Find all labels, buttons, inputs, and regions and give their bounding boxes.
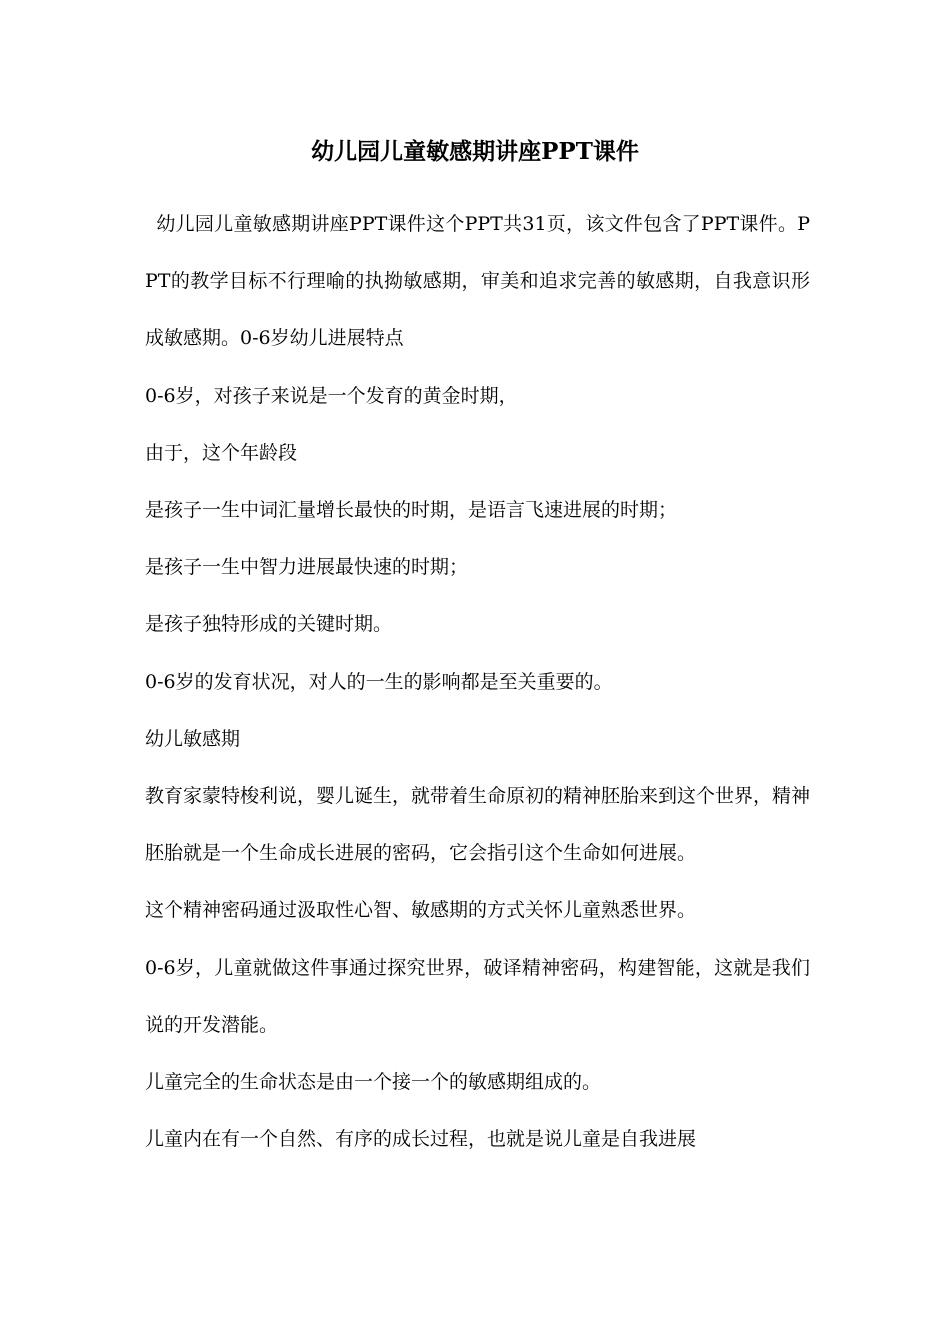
paragraph-intro: 幼儿园儿童敏感期讲座PPT课件这个PPT共31页，该文件包含了PPT课件。PPT的教学目标不行理喻的执拗敏感期，审美和追求完善的敏感期，自我意识形成敏感期。0-6岁幼儿进展特点 [145, 213, 810, 350]
paragraph: 教育家蒙特梭利说，婴儿诞生，就带着生命原初的精神胚胎来到这个世界，精神胚胎就是一个生命成长进展的密码，它会指引这个生命如何进展。 [145, 785, 811, 865]
paragraph: 0-6岁的发育状况，对人的一生的影响都是至关重要的。 [145, 670, 613, 693]
section-heading: 幼儿敏感期 [145, 727, 241, 750]
paragraph: 是孩子一生中词汇量增长最快的时期，是语言飞速进展的时期； [145, 499, 678, 522]
document-title: 幼儿园儿童敏感期讲座PPT课件 [311, 138, 639, 165]
paragraph: 由于，这个年龄段 [145, 441, 298, 464]
paragraph: 这个精神密码通过汲取性心智、敏感期的方式关怀儿童熟悉世界。 [145, 899, 697, 922]
paragraph: 是孩子独特形成的关键时期。 [145, 613, 393, 636]
paragraph: 0-6岁，儿童就做这件事通过探究世界，破译精神密码，构建智能，这就是我们说的开发潜能。 [145, 956, 810, 1036]
paragraph: 0-6岁，对孩子来说是一个发育的黄金时期， [145, 384, 518, 407]
paragraph: 是孩子一生中智力进展最快速的时期； [145, 556, 469, 579]
paragraph: 儿童完全的生命状态是由一个接一个的敏感期组成的。 [145, 1071, 602, 1094]
document-body [145, 196, 810, 1168]
paragraph: 儿童内在有一个自然、有序的成长过程，也就是说儿童是自我进展 [145, 1128, 697, 1151]
